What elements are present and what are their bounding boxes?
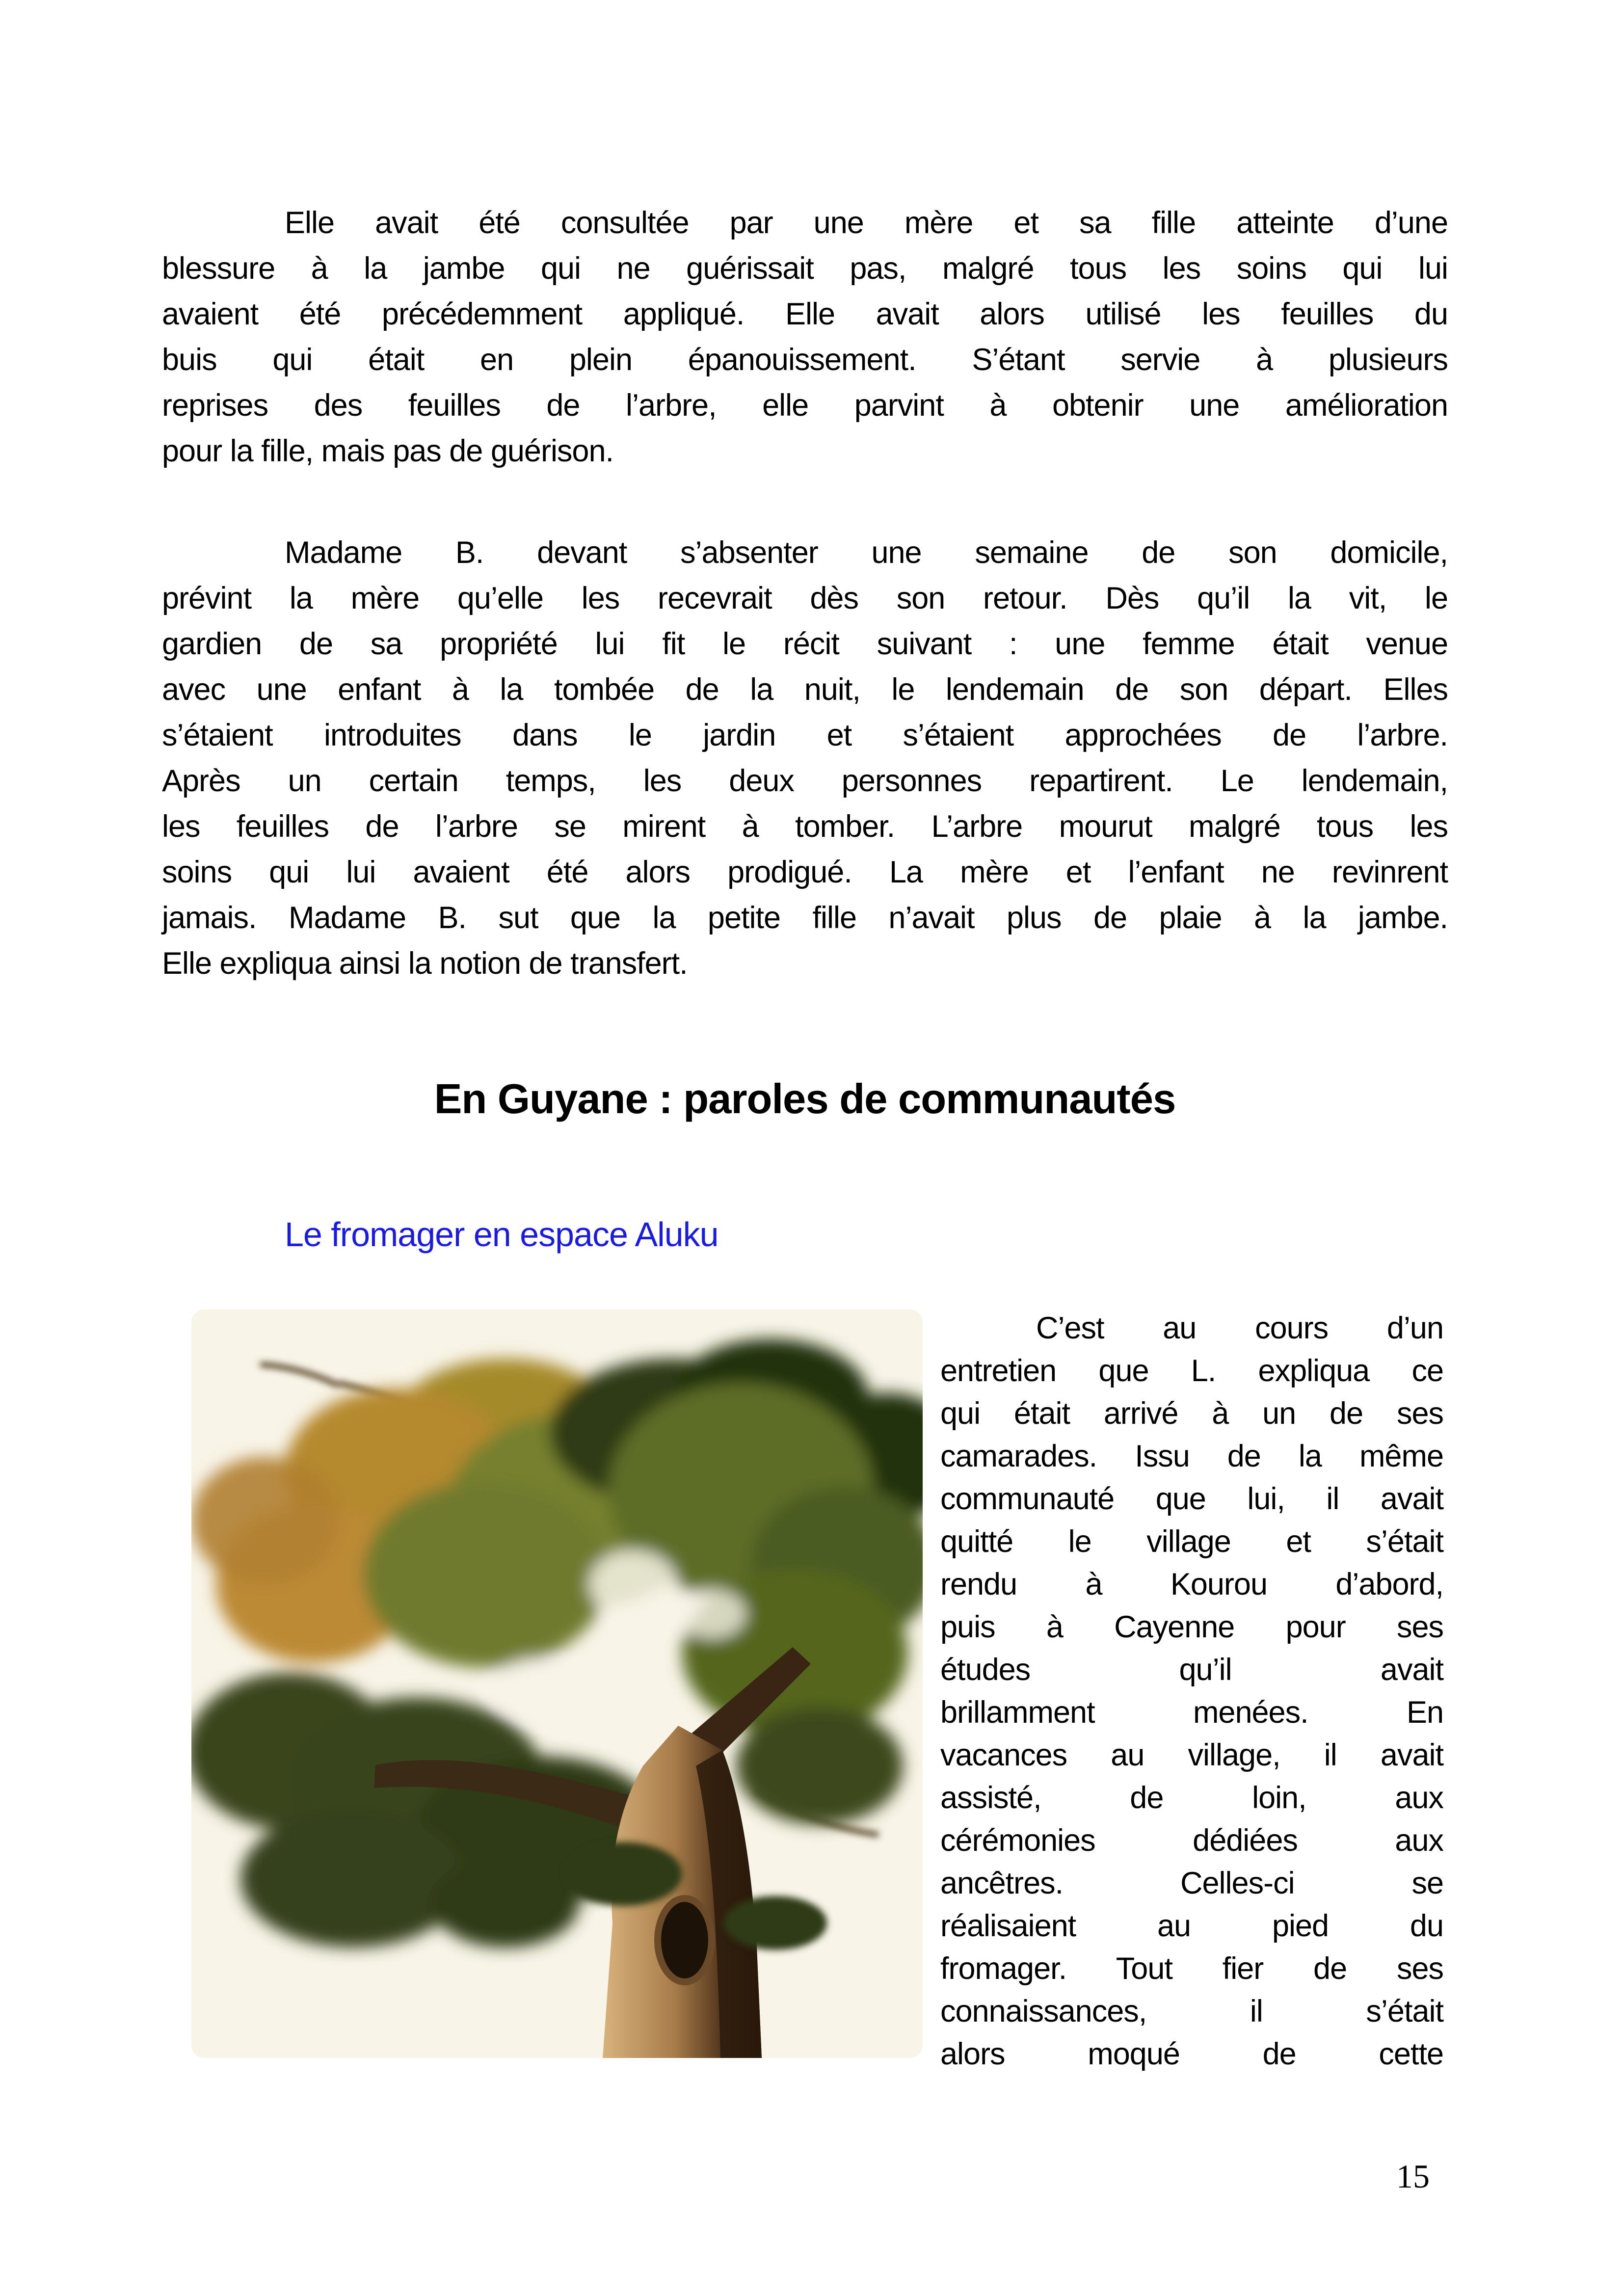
text-line: fromager. Tout fier de ses <box>940 1951 1443 1986</box>
text-line: études qu’il avait <box>940 1653 1443 1687</box>
text-line: les feuilles de l’arbre se mirent à tomber. L’arbre mourut malgré tous les <box>162 809 1448 844</box>
text-line: entretien que L. expliqua ce <box>940 1354 1443 1388</box>
text-line: avaient été précédemment appliqué. Elle avait alors utilisé les feuilles du <box>162 297 1448 331</box>
text-line: rendu à Kourou d’abord, <box>940 1567 1443 1602</box>
text-line: avec une enfant à la tombée de la nuit, le lendemain de son départ. Elles <box>162 672 1448 707</box>
text-line: Elle avait été consultée par une mère et sa fille atteinte d’une <box>285 206 1448 240</box>
text-line: Après un certain temps, les deux personnes repartirent. Le lendemain, <box>162 764 1448 798</box>
text-line: communauté que lui, il avait <box>940 1482 1443 1516</box>
text-line: ancêtres. Celles-ci se <box>940 1866 1443 1900</box>
text-line: gardien de sa propriété lui fit le récit suivant : une femme était venue <box>162 627 1448 661</box>
text-line: reprises des feuilles de l’arbre, elle parvint à obtenir une amélioration <box>162 388 1448 423</box>
page-number: 15 <box>1396 2158 1430 2195</box>
text-line: quitté le village et s’était <box>940 1524 1443 1559</box>
text-line: blessure à la jambe qui ne guérissait pas, malgré tous les soins qui lui <box>162 251 1448 286</box>
wrapped-text-column <box>940 1307 1443 2076</box>
text-line: buis qui était en plein épanouissement. S’étant servie à plusieurs <box>162 343 1448 377</box>
figure-row <box>162 1309 1448 2080</box>
paragraph-madame-b <box>162 530 1448 987</box>
text-line: brillamment menées. En <box>940 1695 1443 1730</box>
section-heading: En Guyane : paroles de communautés <box>434 1076 1176 1122</box>
text-line: C’est au cours d’un <box>1036 1311 1443 1345</box>
text-line: soins qui lui avaient été alors prodigué. La mère et l’enfant ne revinrent <box>162 855 1448 889</box>
text-line: pour la fille, mais pas de guérison. <box>162 434 614 468</box>
text-line: cérémonies dédiées aux <box>940 1823 1443 1858</box>
text-line: alors moqué de cette <box>940 2037 1443 2071</box>
fromager-tree-photo <box>191 1309 923 2058</box>
paragraph-consultation <box>162 200 1448 474</box>
text-line: qui était arrivé à un de ses <box>940 1396 1443 1431</box>
text-line: camarades. Issu de la même <box>940 1439 1443 1473</box>
text-line: assisté, de loin, aux <box>940 1781 1443 1815</box>
text-line: Elle expliqua ainsi la notion de transfert. <box>162 946 688 981</box>
text-line: jamais. Madame B. sut que la petite fille n’avait plus de plaie à la jambe. <box>162 901 1448 935</box>
text-line: connaissances, il s’était <box>940 1994 1443 2029</box>
text-line: réalisaient au pied du <box>940 1909 1443 1943</box>
text-line: prévint la mère qu’elle les recevrait dès son retour. Dès qu’il la vit, le <box>162 581 1448 615</box>
text-line: puis à Cayenne pour ses <box>940 1610 1443 1644</box>
subsection-heading: Le fromager en espace Aluku <box>285 1215 718 1254</box>
trunk-knot <box>658 1898 712 1982</box>
text-line: vacances au village, il avait <box>940 1738 1443 1772</box>
text-line: Madame B. devant s’absenter une semaine de son domicile, <box>285 535 1448 570</box>
text-line: s’étaient introduites dans le jardin et s’étaient approchées de l’arbre. <box>162 718 1448 752</box>
